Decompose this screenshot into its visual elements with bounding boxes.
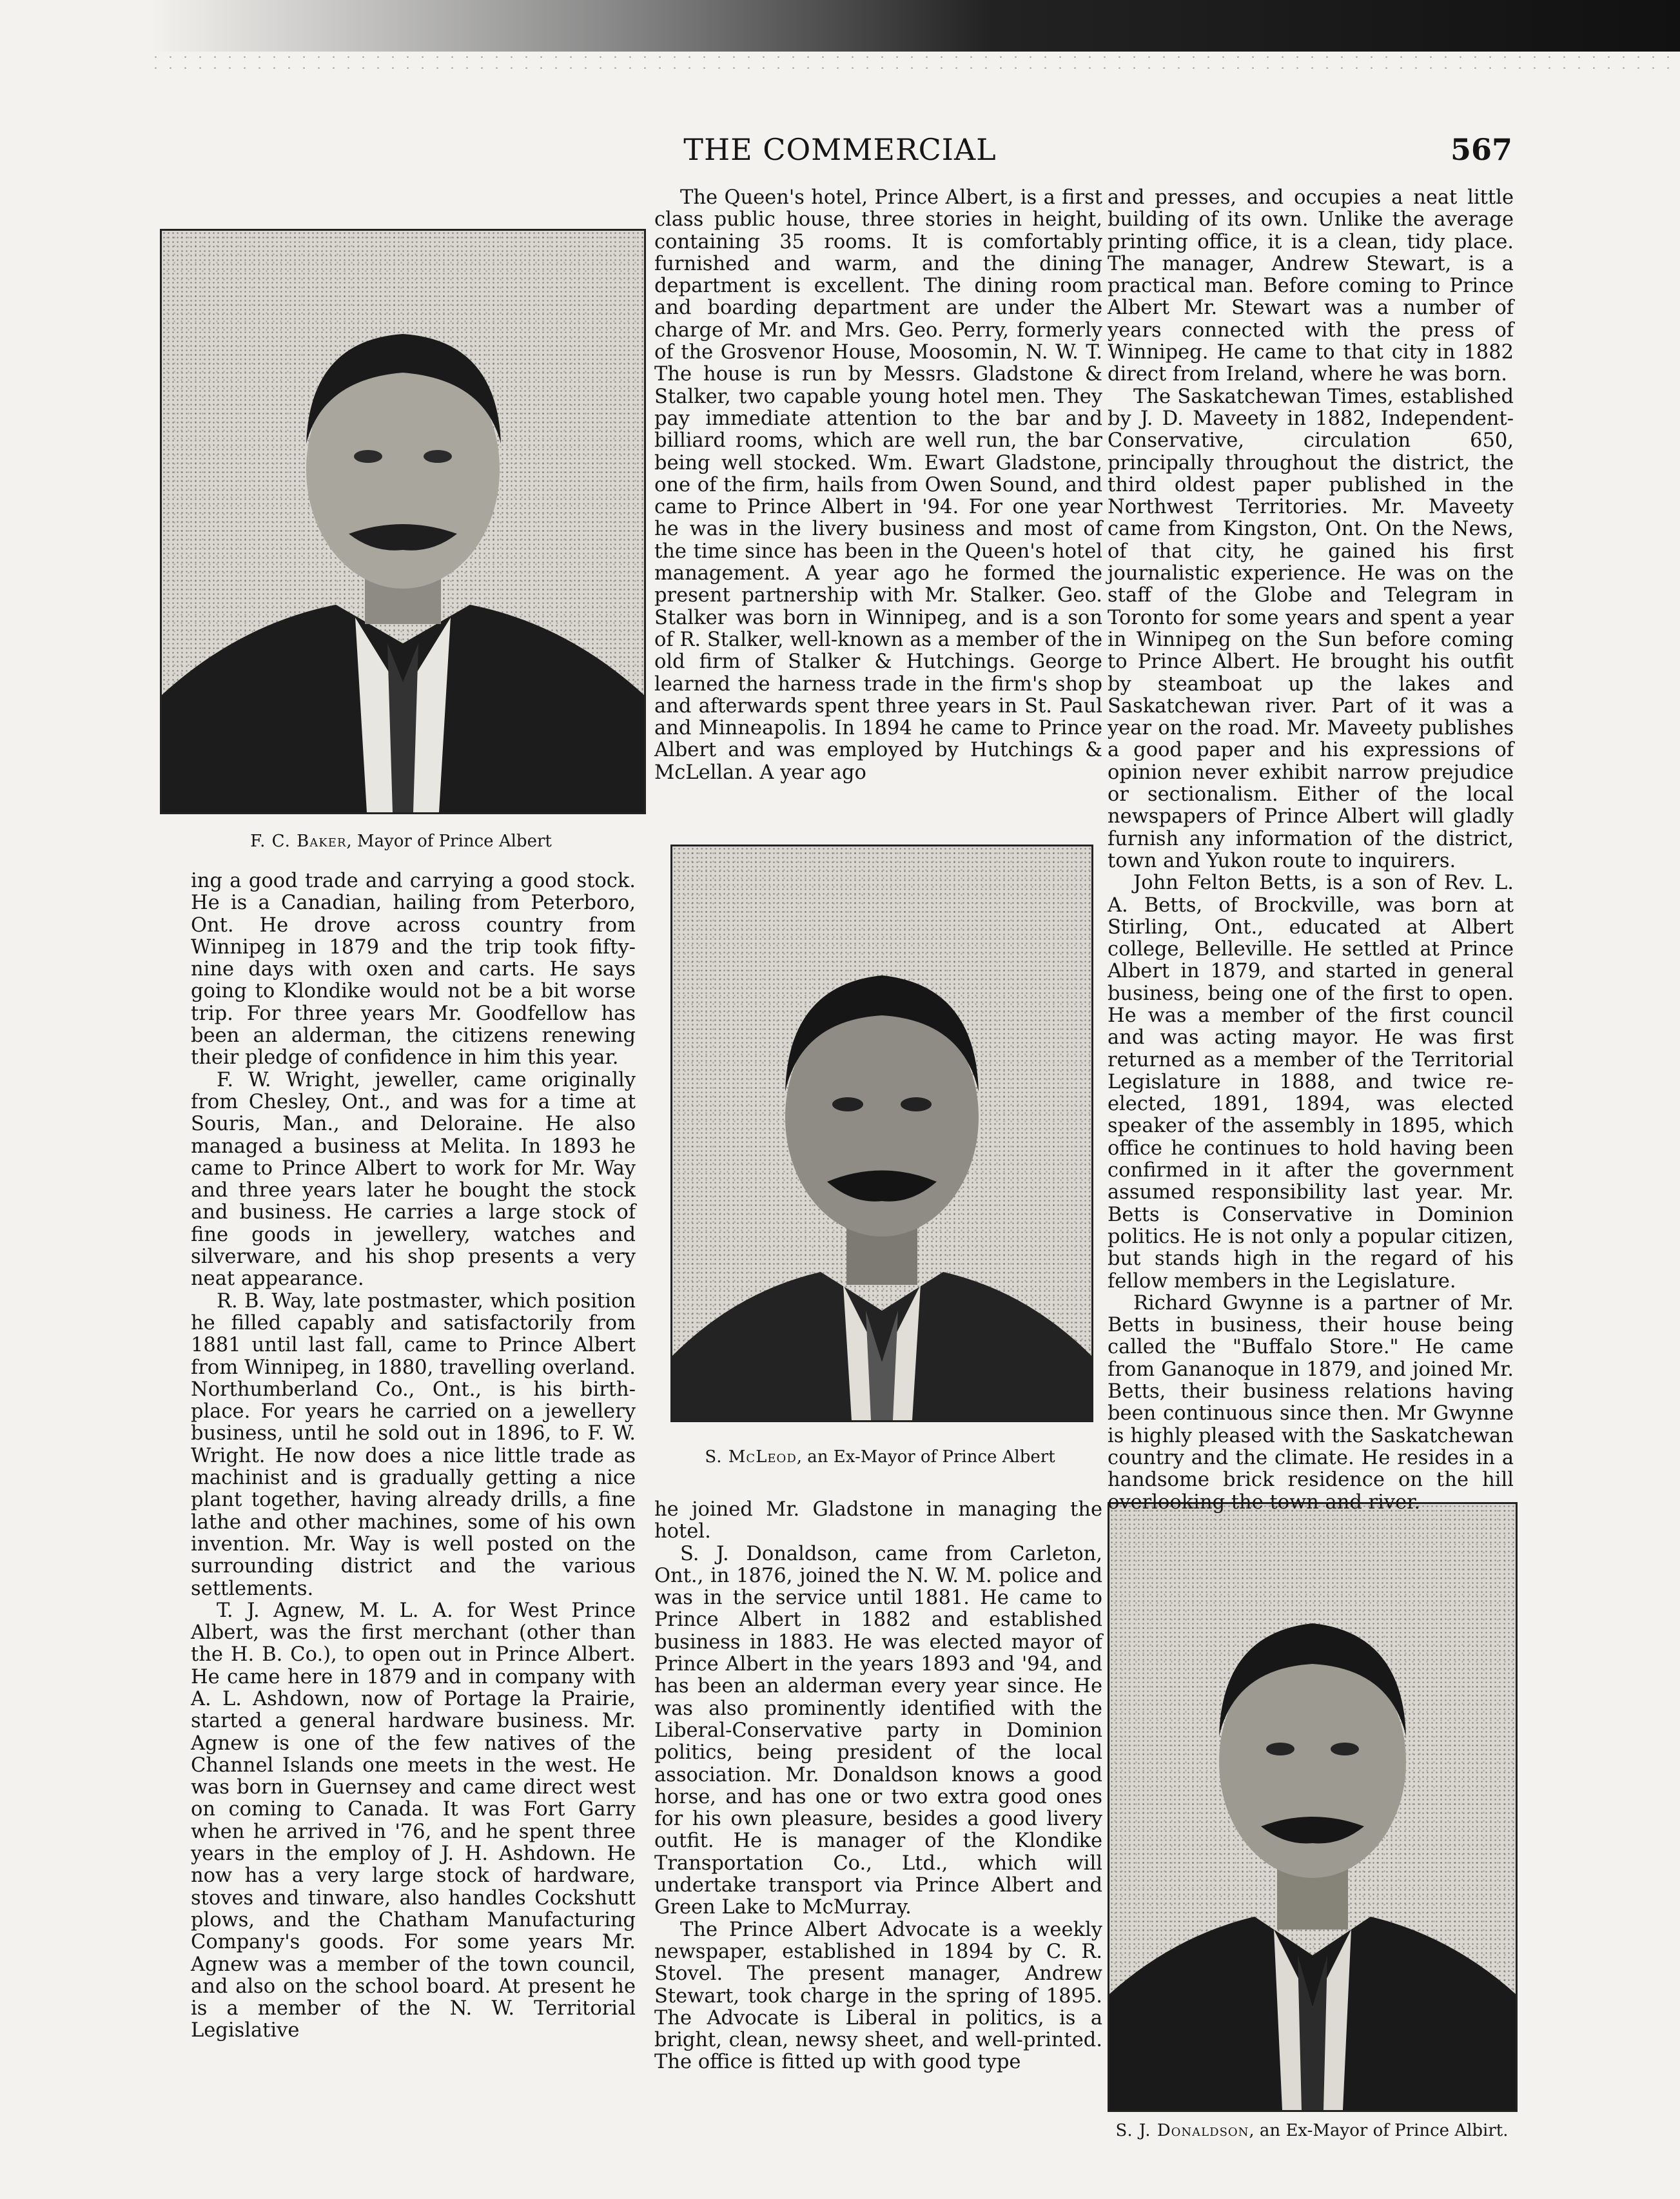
portrait-donaldson-figure — [1109, 1504, 1516, 2110]
portrait-mcleod-figure — [672, 846, 1091, 1420]
portrait-mcleod — [670, 845, 1093, 1422]
paragraph-wright: F. W. Wright, jeweller, came originally from Chesley, Ont., and was for a time at Souris, Man., and Deloraine. He also managed a business at Melita. In 1893 he came to Prince Albert to work for Mr. Way and three years later he bought the stock and business. He carries a large stock of fine goods in jewellery, watches and silverware, and his shop presents a very neat appearance. — [191, 1068, 636, 1291]
portrait-baker-figure — [162, 231, 644, 812]
caption-donaldson-name: S. J. Donaldson — [1115, 2121, 1249, 2140]
paragraph-donaldson: S. J. Donaldson, came from Carleton, Ont., in 1876, joined the N. W. M. police and was in the service until 1881. He came to Prince Albert in 1882 and established business in 1883. He was elected mayor of Prince Albert in the years 1893 and '94, and has been an alderman every year since. He was also prominently identified with the Liberal-Conservative party in Dominion politics, being president of the local association. Mr. Donaldson knows a good horse, and has one or two extra good ones for his own pleasure, besides a good livery outfit. He is manager of the Klondike Transportation Co., Ltd., which will undertake transport via Prince Albert and Green Lake to McMurray. — [654, 1542, 1102, 1919]
column-3-text — [1108, 186, 1514, 1514]
paragraph-agnew: T. J. Agnew, M. L. A. for West Prince Albert, was the first merchant (other than the H. B. Co.), to open out in Prince Albert. He came here in 1879 and in company with A. L. Ashdown, now of Portage la Prairie, started a general hardware business. Mr. Agnew is one of the few natives of the Channel Islands one meets in the west. He was born in Guernsey and came direct west on coming to Canada. It was Fort Garry when he arrived in '76, and he spent three years in the employ of J. H. Ashdown. He now has a very large stock of hardware, stoves and tinware, also handles Cockshutt plows, and the Chatham Manufacturing Company's goods. For some years Mr. Agnew was a member of the town council, and also on the school board. At present he is a member of the N. W. Territorial Legislative — [191, 1599, 636, 2042]
paragraph-advocate-end: and presses, and occupies a neat little building of its own. Unlike the average printing office, it is a clean, tidy place. The manager, Andrew Stewart, is a practical man. Before coming to Prince Albert Mr. Stewart was a number of years connected with the press of Winnipeg. He came to that city in 1882 direct from Ireland, where he was born. — [1108, 186, 1514, 386]
paragraph-queens-hotel: The Queen's hotel, Prince Albert, is a first class public house, three stories in height, containing 35 rooms. It is comfortably furnished and warm, and the dining department is excellent. The dining room and boarding department are under the charge of Mr. and Mrs. Geo. Perry, formerly of the Grosvenor House, Moosomin, N. W. T. The house is run by Messrs. Gladstone & Stalker, two capable young hotel men. They pay immediate attention to the bar and billiard rooms, which are well run, the bar being well stocked. Wm. Ewart Gladstone, one of the firm, hails from Owen Sound, and came to Prince Albert in '94. For one year he was in the livery business and most of the time since has been in the Queen's hotel management. A year ago he formed the present partnership with Mr. Stalker. Geo. Stalker was born in Winnipeg, and is a son of R. Stalker, well-known as a member of the old firm of Stalker & Hutchings. George learned the harness trade in the firm's shop and afterwards spent three years in St. Paul and Minneapolis. In 1894 he came to Prince Albert and was employed by Hutchings & McLellan. A year ago — [654, 186, 1102, 784]
column-2-text-top — [654, 187, 1102, 845]
column-2-text-bottom — [654, 1499, 1102, 2134]
newspaper-title: THE COMMERCIAL — [683, 132, 997, 167]
page-header — [0, 132, 1680, 177]
caption-mcleod-rest: , an Ex-Mayor of Prince Albert — [796, 1447, 1055, 1467]
paragraph-goodfellow-end: ing a good trade and carrying a good stock. He is a Canadian, hailing from Peterboro, Ont. He drove across country from Winnipeg in 1879 and the trip took fifty-nine days with oxen and carts. He says going to Klondike would not be a bit worse trip. For three years Mr. Goodfellow has been an alderman, the citizens renewing their pledge of confidence in him this year. — [191, 870, 636, 1070]
caption-baker-name: F. C. Baker — [250, 832, 347, 851]
caption-baker-rest: , Mayor of Prince Albert — [346, 832, 552, 851]
page-number: 567 — [1450, 132, 1512, 167]
caption-mcleod — [654, 1447, 1106, 1467]
paragraph-gwynne: Richard Gwynne is a partner of Mr. Betts in business, their house being called the "Buffalo Store." He came from Gananoque in 1879, and joined Mr. Betts, their business relations having been continuous since then. Mr Gwynne is highly pleased with the Saskatchewan country and the climate. He resides in a handsome brick residence on the hill overlooking the town and river. — [1108, 1291, 1514, 1514]
caption-donaldson — [1096, 2121, 1528, 2140]
column-1-text — [191, 870, 636, 2134]
paragraph-queens-hotel-end: he joined Mr. Gladstone in managing the hotel. — [654, 1498, 1102, 1543]
scan-top-band — [148, 0, 1680, 52]
caption-baker — [160, 832, 642, 851]
paragraph-saskatchewan-times: The Saskatchewan Times, established by J. D. Maveety in 1882, Independent-Conservative, circulation 650, principally throughout the district, the third oldest paper published in the Northwest Territories. Mr. Maveety came from Kingston, Ont. On the News, of that city, he gained his first journalistic experience. He was on the staff of the Globe and Telegram in Toronto for some years and spent a year in Winnipeg on the Sun before coming to Prince Albert. He brought his outfit by steamboat up the lakes and Saskatchewan river. Part of it was a year on the road. Mr. Maveety publishes a good paper and his expressions of opinion never exhibit narrow prejudice or sectionalism. Either of the local newspapers of Prince Albert will gladly furnish any information of the district, town and Yukon route to inquirers. — [1108, 385, 1514, 872]
paragraph-way: R. B. Way, late postmaster, which position he filled capably and satisfactorily from 1881 until last fall, came to Prince Albert from Winnipeg, in 1880, travelling overland. Northumberland Co., Ont., is his birth-place. For years he carried on a jewellery business, until he sold out in 1896, to F. W. Wright. He now does a nice little trade as machinist and is gradually getting a nice plant together, having already drills, a fine lathe and other machines, some of his own invention. Mr. Way is well posted on the surrounding district and the various settlements. — [191, 1289, 636, 1600]
caption-mcleod-name: S. McLeod — [705, 1447, 797, 1467]
portrait-baker — [160, 229, 646, 814]
caption-donaldson-rest: , an Ex-Mayor of Prince Albirt. — [1249, 2121, 1509, 2140]
scan-specks — [148, 52, 1680, 77]
portrait-donaldson — [1108, 1502, 1518, 2112]
paragraph-betts: John Felton Betts, is a son of Rev. L. A. Betts, of Brockville, was born at Stirling, Ont., educated at Albert college, Belleville. He settled at Prince Albert in 1879, and started in general business, being one of the first to open. He was a member of the first council and was acting mayor. He was first returned as a member of the Territorial Legislature in 1888, and twice re-elected, 1891, 1894, was elected speaker of the assembly in 1895, which office he continues to hold having been confirmed in it after the government assumed responsibility last year. Mr. Betts is Conservative in Dominion politics. He is not only a popular citizen, but stands high in the regard of his fellow members in the Legislature. — [1108, 872, 1514, 1293]
paragraph-advocate: The Prince Albert Advocate is a weekly newspaper, established in 1894 by C. R. Stovel. The present manager, Andrew Stewart, took charge in the spring of 1895. The Advocate is Liberal in politics, is a bright, clean, newsy sheet, and well-printed. The office is fitted up with good type — [654, 1918, 1102, 2074]
